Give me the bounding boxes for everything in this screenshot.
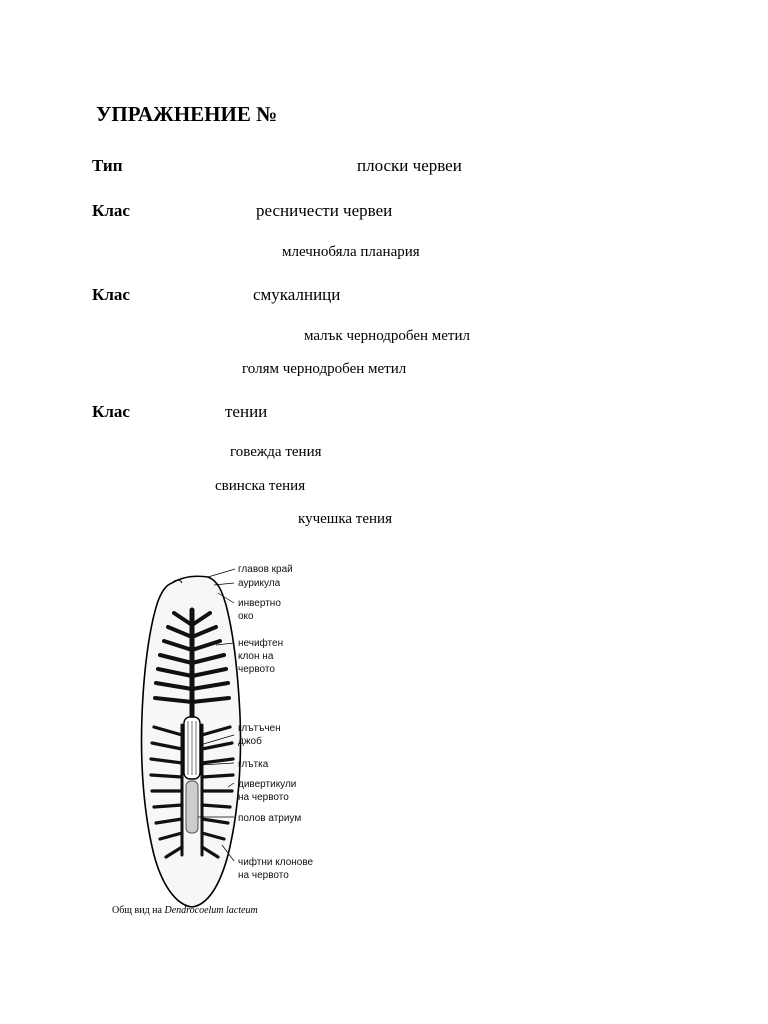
label-paired-branches-line1: чифтни клонове xyxy=(238,857,314,868)
species-item: свинска тения xyxy=(215,478,306,494)
label-unpaired-branch-line3: червото xyxy=(238,664,275,675)
species-item: говежда тения xyxy=(230,444,322,460)
label-diverticula-line2: на червото xyxy=(238,792,289,803)
class-value-3: тении xyxy=(225,402,268,421)
label-unpaired-branch-line2: клон на xyxy=(238,651,274,662)
type-label: Тип xyxy=(92,156,123,175)
label-eye-line1: инвертно xyxy=(238,598,281,609)
figure-labels xyxy=(238,564,314,881)
class-label-2: Клас xyxy=(92,285,130,304)
page-title: УПРАЖНЕНИЕ № xyxy=(96,102,278,126)
class-value-2: смукалници xyxy=(253,285,341,304)
label-pharynx: глътка xyxy=(238,759,269,770)
pharynx-pouch xyxy=(184,717,200,833)
label-genital-atrium: полов атриум xyxy=(238,813,302,824)
class-value-1: ресничести червеи xyxy=(256,201,393,220)
class-label-3: Клас xyxy=(92,402,130,421)
species-item: млечнобяла планария xyxy=(282,244,420,260)
label-eye-line2: око xyxy=(238,611,254,622)
label-paired-branches-line2: на червото xyxy=(238,870,289,881)
class-label-1: Клас xyxy=(92,201,130,220)
label-pharynx-pouch-line2: джоб xyxy=(238,736,262,747)
label-auricle: аурикула xyxy=(238,578,281,589)
species-item: малък чернодробен метил xyxy=(304,328,470,344)
caption-prefix: Общ вид на xyxy=(112,905,162,916)
figure-caption xyxy=(112,905,258,916)
label-unpaired-branch-line1: нечифтен xyxy=(238,638,284,649)
label-diverticula-line1: дивертикули xyxy=(238,779,297,790)
label-head-end: главов край xyxy=(238,564,293,575)
species-item: кучешка тения xyxy=(298,511,392,527)
label-pharynx-pouch-line1: глътъчен xyxy=(238,723,281,734)
species-item: голям чернодробен метил xyxy=(242,361,407,377)
caption-species: Dendrocoelum lacteum xyxy=(164,905,258,916)
type-value: плоски червеи xyxy=(357,156,462,175)
planarian-diagram xyxy=(110,555,350,925)
